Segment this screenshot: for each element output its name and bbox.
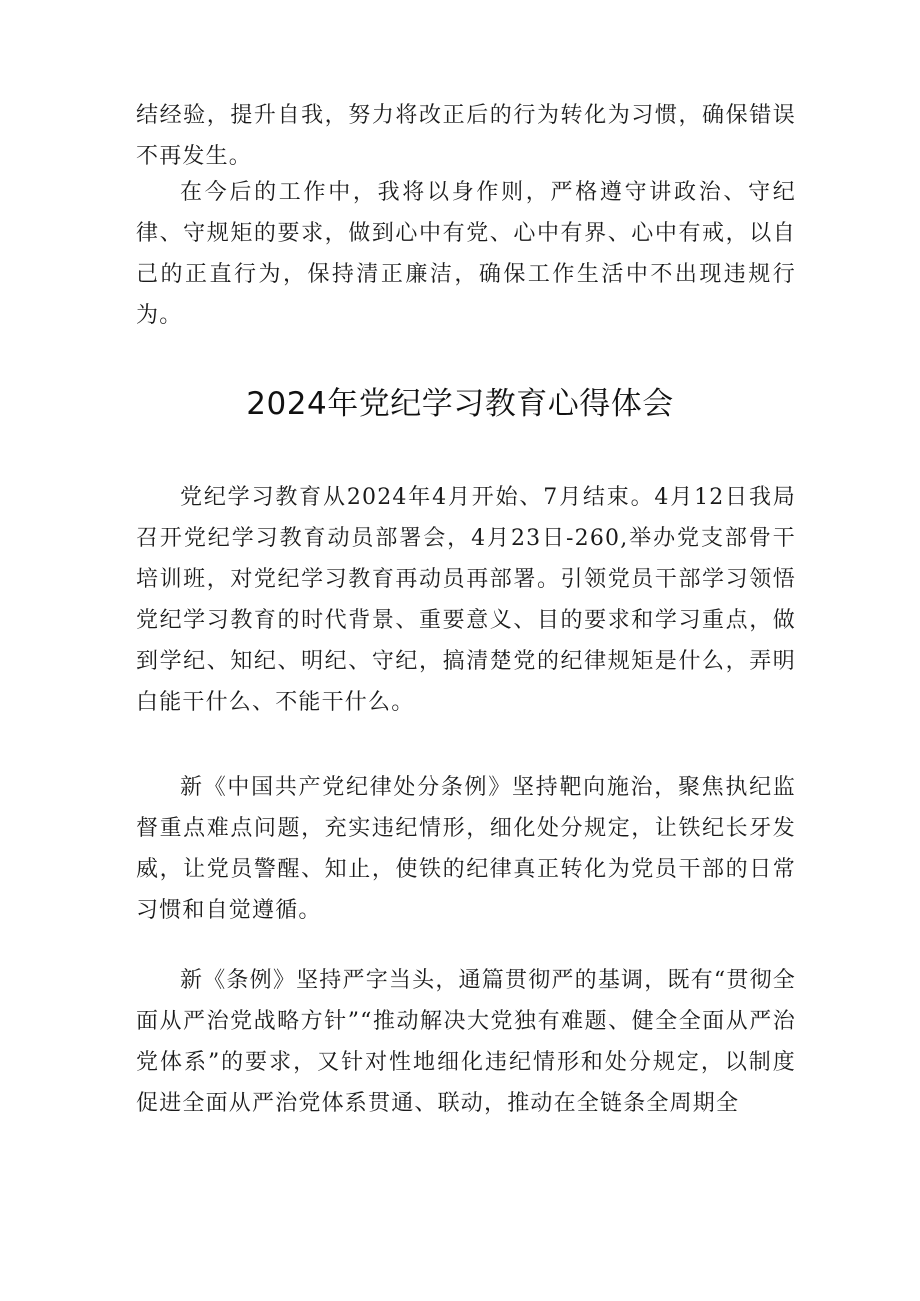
body-paragraph-3: 新《中国共产党纪律处分条例》坚持靶向施治，聚焦执纪监督重点难点问题，充实违纪情形，细化处分规定，让铁纪长牙发威，让党员警醒、知止，使铁的纪律真正转化为党员干部的日常习惯和自觉遵循。	[136, 775, 796, 923]
body-paragraph-2: 党纪学习教育从2024年4月开始、7月结束。4月12日我局召开党纪学习教育动员部署会，4月23日-260,举办党支部骨干培训班，对党纪学习教育再动员再部署。引领党员干部学习领悟党纪学习教育的时代背景、重要意义、目的要求和学习重点，做到学纪、知纪、明纪、守纪，搞清楚党的纪律规矩是什么，弄明白能干什么、不能干什么。	[136, 485, 796, 715]
body-paragraph-4: 新《条例》坚持严字当头，通篇贯彻严的基调，既有“贯彻全面从严治党战略方针”“推动解决大党独有难题、健全全面从严治党体系”的要求，又针对性地细化违纪情形和处分规定，以制度促进全面从严治党体系贯通、联动，推动在全链条全周期全	[136, 968, 796, 1116]
document-title: 2024年党纪学习教育心得体会	[246, 386, 674, 422]
body-paragraph-1: 在今后的工作中，我将以身作则，严格遵守讲政治、守纪律、守规矩的要求，做到心中有党、心中有界、心中有戒，以自己的正直行为，保持清正廉洁，确保工作生活中不出现违规行为。	[136, 180, 796, 328]
continued-paragraph: 结经验，提升自我，努力将改正后的行为转化为习惯，确保错误不再发生。	[136, 103, 796, 169]
